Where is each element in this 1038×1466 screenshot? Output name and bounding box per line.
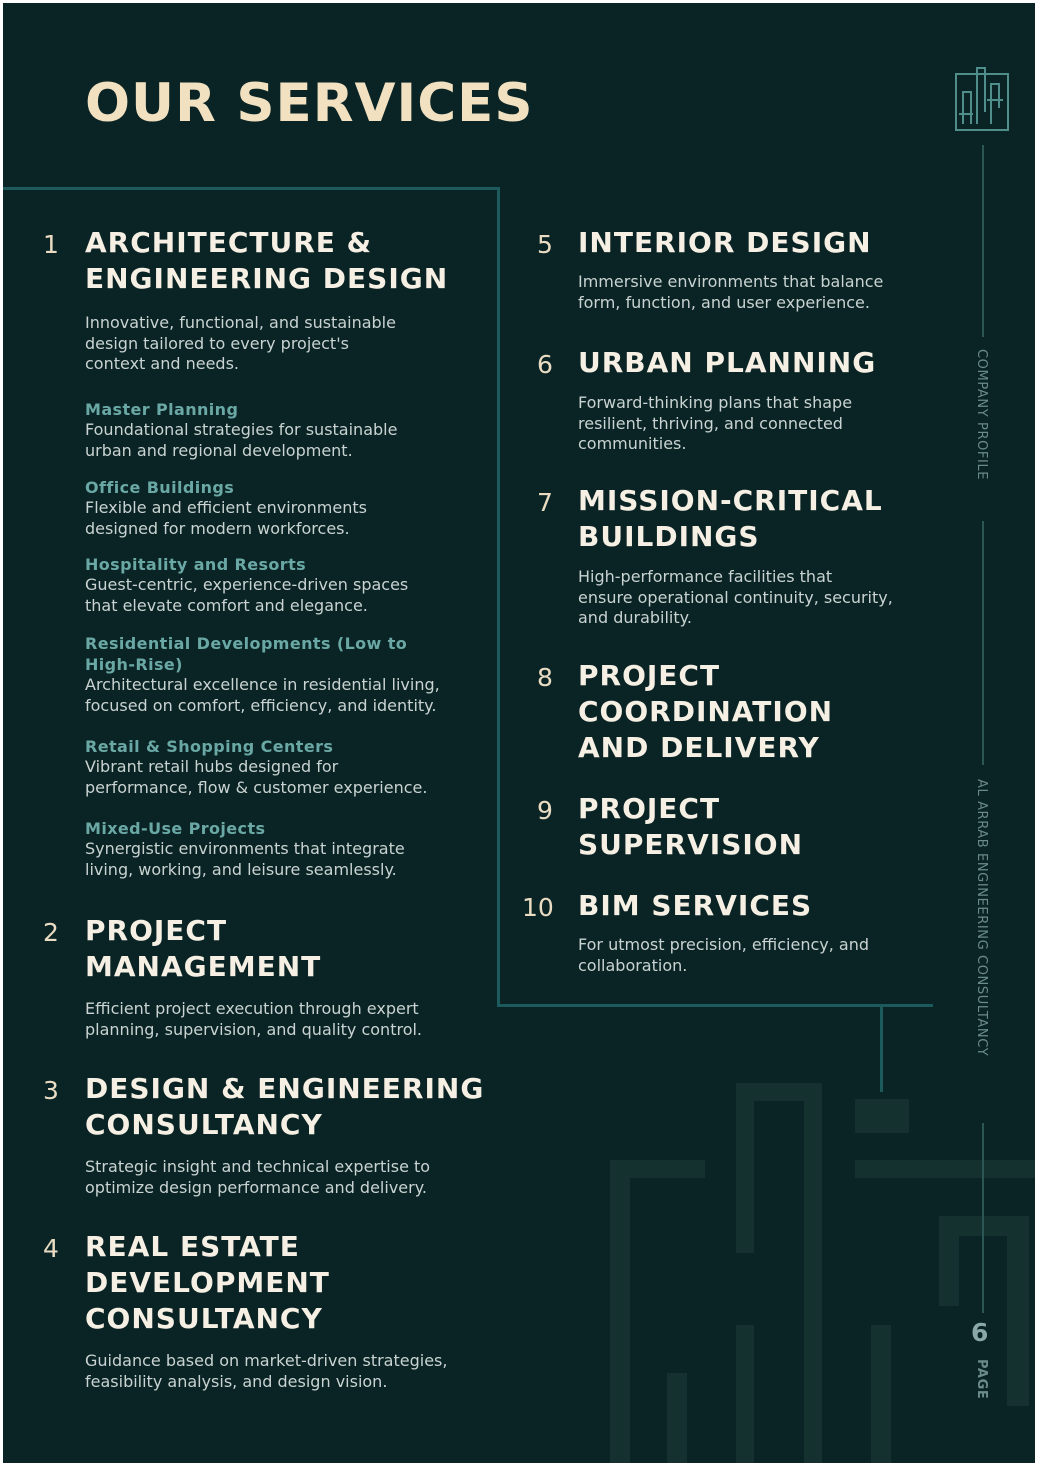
skyline-decoration: [1007, 1216, 1029, 1406]
service-description: For utmost precision, efficiency, and collaboration.: [578, 935, 869, 975]
sub-service: Residential Developments (Low to High-Rise) Architectural excellence in residential living, focused on comfort, efficiency, and identity.: [85, 634, 440, 715]
service-description: Innovative, functional, and sustainable design tailored to every project's context and needs.: [85, 313, 396, 373]
frame-line: [880, 1004, 883, 1092]
service-item: [537, 791, 947, 867]
service-title: PROJECT SUPERVISION: [578, 792, 804, 861]
frame-line: [3, 187, 500, 190]
skyline-decoration: [736, 1325, 754, 1463]
skyline-decoration: [804, 1083, 822, 1463]
sub-service: Hospitality and Resorts Guest-centric, experience-driven spaces that elevate comfort and elegance.: [85, 555, 409, 615]
sub-service: Mixed-Use Projects Synergistic environments that integrate living, working, and leisure seamlessly.: [85, 819, 405, 879]
service-item: [537, 483, 947, 633]
service-item: [522, 888, 947, 978]
rail-line: [982, 1123, 984, 1313]
service-title: BIM SERVICES: [578, 889, 813, 922]
sub-service: Master Planning Foundational strategies for sustainable urban and regional development.: [85, 400, 398, 460]
rail-line: [982, 145, 984, 337]
page-label: PAGE: [974, 1359, 989, 1400]
service-item: [43, 1071, 513, 1201]
service-title: MISSION-CRITICAL BUILDINGS: [578, 484, 883, 553]
service-number: 3: [43, 1076, 59, 1105]
rail-line: [982, 521, 984, 765]
service-title: URBAN PLANNING: [578, 346, 877, 379]
sub-service: Office Buildings Flexible and efficient environments designed for modern workforces.: [85, 478, 367, 538]
skyline-decoration: [610, 1160, 630, 1463]
service-item: [43, 1229, 513, 1399]
service-title: PROJECT COORDINATION AND DELIVERY: [578, 659, 834, 764]
logo-icon: [953, 64, 1013, 132]
service-description: Forward-thinking plans that shape resilient, thriving, and connected communities.: [578, 393, 853, 453]
service-title: DESIGN & ENGINEERING CONSULTANCY: [85, 1072, 485, 1141]
service-description: Immersive environments that balance form, function, and user experience.: [578, 272, 884, 312]
page: [3, 3, 1035, 1463]
service-number: 9: [537, 796, 553, 825]
service-number: 1: [43, 230, 59, 259]
service-title: INTERIOR DESIGN: [578, 226, 872, 259]
service-number: 6: [537, 350, 553, 379]
service-item: [537, 225, 947, 315]
service-number: 4: [43, 1234, 59, 1263]
skyline-decoration: [855, 1099, 909, 1133]
skyline-decoration: [871, 1325, 891, 1463]
skyline-decoration: [667, 1373, 687, 1463]
service-number: 10: [522, 893, 554, 922]
skyline-decoration: [736, 1083, 754, 1253]
service-item: [537, 658, 947, 770]
page-title: OUR SERVICES: [85, 73, 534, 134]
service-description: High-performance facilities that ensure operational continuity, security, and durability.: [578, 567, 893, 627]
service-number: 5: [537, 230, 553, 259]
service-description: Guidance based on market-driven strategies, feasibility analysis, and design vision.: [85, 1351, 448, 1391]
service-number: 2: [43, 918, 59, 947]
service-title: PROJECT MANAGEMENT: [85, 914, 322, 983]
service-title: REAL ESTATE DEVELOPMENT CONSULTANCY: [85, 1230, 330, 1335]
company-profile-label: COMPANY PROFILE: [974, 349, 989, 481]
service-number: 7: [537, 488, 553, 517]
service-item: [537, 345, 947, 457]
service-item: [43, 913, 503, 1043]
service-description: Strategic insight and technical expertise to optimize design performance and delivery.: [85, 1157, 431, 1197]
sub-service: Retail & Shopping Centers Vibrant retail hubs designed for performance, flow & customer experience.: [85, 737, 428, 797]
skyline-decoration: [855, 1160, 1035, 1178]
page-number: 6: [971, 1318, 989, 1347]
service-title: ARCHITECTURE & ENGINEERING DESIGN: [85, 226, 449, 295]
company-name-label: AL ARRAB ENGINEERING CONSULTANCY: [974, 779, 989, 1057]
service-description: Efficient project execution through expert planning, supervision, and quality control.: [85, 999, 423, 1039]
frame-line: [497, 1004, 933, 1007]
skyline-decoration: [939, 1216, 959, 1306]
service-number: 8: [537, 663, 553, 692]
